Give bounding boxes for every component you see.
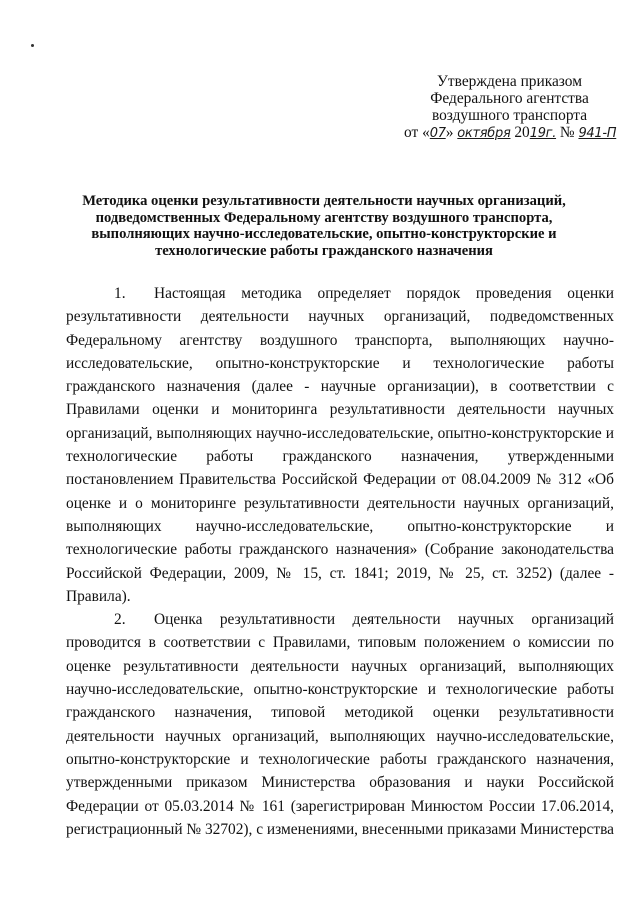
paragraph-1 [66,282,614,608]
title-line-1: Методика оценки результативности деятельности научных организаций, [82,193,566,209]
paragraph-text: Оценка результативности деятельности научных организаций проводится в соответствии с Правилами, типовым положением о комиссии по оценке результативности деятельности научных организаций, выполняющих научно-исследовательские, опытно-конструкторские и технологические работы гражданского назначения, типовой методикой оценки результативности деятельности научных организаций, выполняющих научно-исследовательские, опытно-конструкторские и технологические работы гражданского назначения, утвержденными приказом Министерства образования и науки Российской Федерации от 05.03.2014 № 161 (зарегистрирован Минюстом России 17.06.2014, регистрационный № 32702), с изменениями, внесенными приказами Министерства [66,611,614,838]
date-prefix: от « [404,124,430,141]
paragraph-number: 1. [114,285,126,302]
paragraph-text: Настоящая методика определяет порядок проведения оценки результативности деятельности научных организаций, подведомственных Федеральному агентству воздушного транспорта, выполняющих научно-исследовательские, опытно-конструкторские и технологические работы гражданского назначения (далее - научные организации), в соответствии с Правилами оценки и мониторинга результативности деятельности научных организаций, выполняющих научно-исследовательские, опытно-конструкторские и технологические работы гражданского назначения, утвержденными постановлением Правительства Российской Федерации от 08.04.2009 № 312 «Об оценке и о мониторинге результативности деятельности научных организаций, выполняющих научно-исследовательские, опытно-конструкторские и технологические работы гражданского назначения» (Собрание законодательства Российской Федерации, 2009, № 15, ст. 1841; 2019, № 25, ст. 3252) (далее - Правила). [66,285,614,605]
order-number-handwritten: 941-П [578,126,617,141]
number-prefix: № [559,124,575,141]
paragraph-number: 2. [114,611,126,629]
title-line-3: выполняющих научно-исследовательские, опытно-конструкторские и [91,226,557,243]
date-mid: » [445,124,454,141]
date-day-handwritten: 07 [429,126,446,141]
date-month-handwritten: октября [457,126,511,141]
approval-line-2: Федерального агентства [430,90,589,107]
title-line-4: технологические работы гражданского назначения [155,242,493,259]
title-line-2: подведомственных Федеральному агентству воздушного транспорта, [95,209,553,226]
date-year-prefix: 20 [514,124,530,141]
approval-line-1: Утверждена приказом [437,73,582,90]
scan-speck [31,44,34,47]
document-title [58,193,590,259]
approval-line-3: воздушного транспорта [431,107,588,124]
date-year-handwritten: 19г. [529,126,557,141]
approval-date-line [402,124,617,142]
document-body [66,282,614,841]
paragraph-2 [66,608,614,841]
approval-block [402,73,617,142]
